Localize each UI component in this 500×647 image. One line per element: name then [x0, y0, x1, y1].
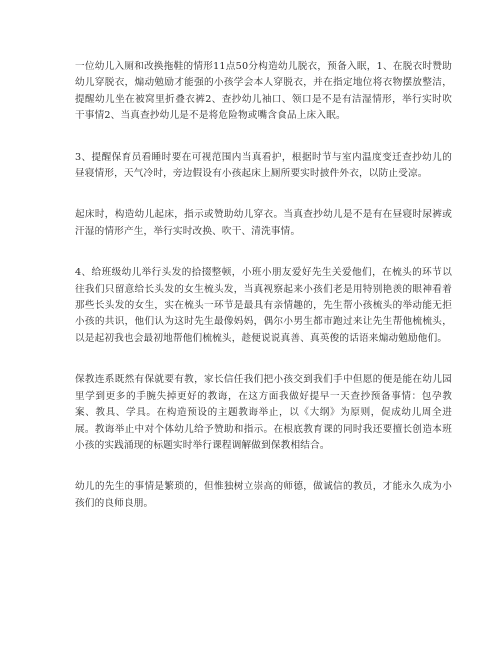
paragraph-2: 3、提醒保育员看睡时要在可视范围内当真看护，根据时节与室内温度变迁查抄幼儿的昼寝情形，天气冷时，旁边假设有小孩起床上厕所要实时披件外衣，以防止受凉。 [75, 151, 452, 180]
paragraph-6: 幼儿的先生的事情是繁琐的，但惟独树立崇高的师德，做诚信的教员，才能永久成为小孩们的良师良朋。 [75, 481, 452, 509]
paragraph-5: 保教连系既然有保就要有教，家长信任我们把小孩交到我们手中但愿的便是能在幼儿园里学到更多的手腕失掉更好的教诲，在这方面我做好提早一天查抄预备事情：包孕教案、教具、学具。在构造预设的主题教诲举止，以《大纲》为原则，促成幼儿周全进展。教诲举止中对个体幼儿给予赞助和指示。在根底教育课的同时我还要擅长创造本班小孩的实践涌现的标题实时举行课程调解做到保教相结合。 [75, 374, 452, 451]
paragraph-4: 4、给班级幼儿举行头发的拾掇整顿，小班小朋友爱好先生关爱他们，在梳头的环节以往我们只留意给长头发的女生梳头发，当真视察起来小孩们老是用特别艳羡的眼神看着那些长头发的女生，实在梳头一环节是最具有亲情趣的，先生帮小孩梳头的举动能无拒小孩的共识，他们认为这时先生最像妈妈，偶尔小男生都市跑过来让先生帮他梳梳头，以是起初我也会最初地帮他们梳梳头，趁便说说真善、真英俊的话语来煽动勉励他们。 [75, 267, 452, 344]
paragraph-1: 一位幼儿入厕和改换拖鞋的情形11点50分构造幼儿脱衣，预备入眠，1、在脱衣时赞助幼儿穿脱衣，煽动勉励才能强的小孩学会本人穿脱衣，并在指定地位将衣物摆放整洁，提醒幼儿坐在被窝里折叠衣裤2、查抄幼儿袖口、领口是不是有洁湿情形，举行实时吹干事情2、当真查抄幼儿是不是将危险物或嘴含食品上床入眠。 [75, 61, 452, 122]
paragraph-3: 起床时，构造幼儿起床，指示或赞助幼儿穿衣。当真查抄幼儿是不是有在昼寝时尿裤或汗湿的情形产生，举行实时改换、吹干、清洗事情。 [75, 209, 452, 237]
